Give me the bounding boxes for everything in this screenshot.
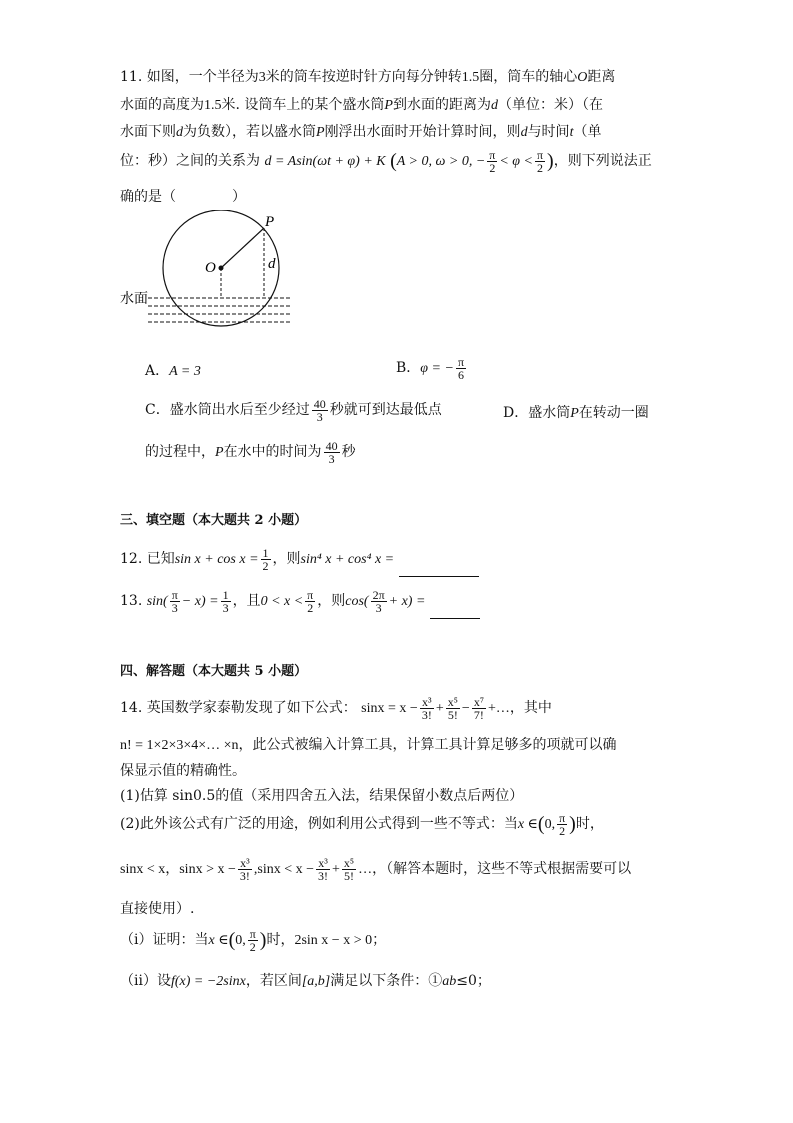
numerator: π xyxy=(457,354,464,369)
waterwheel-figure xyxy=(112,210,302,335)
answer-blank[interactable] xyxy=(399,562,479,577)
option-expr: φ = − xyxy=(420,361,454,376)
denominator: 3! xyxy=(318,868,329,883)
expr: 0 < x < xyxy=(260,594,304,609)
denominator: 3 xyxy=(171,600,178,615)
section-heading: 四、解答题（本大题共 5 小题） xyxy=(120,664,308,679)
inequality: sinx > x − xyxy=(179,862,236,877)
q14-part-i xyxy=(120,922,386,959)
text: ≤0； xyxy=(456,973,491,989)
var-P: P xyxy=(384,98,393,113)
text: 的过程中， xyxy=(145,444,215,460)
numerator: x³ xyxy=(316,857,330,870)
text: 距离 xyxy=(587,69,616,85)
denominator: 3 xyxy=(375,600,382,615)
question-number: 12. xyxy=(120,551,143,567)
text: 时， xyxy=(266,932,295,948)
ellipsis: +… xyxy=(488,701,510,716)
denominator: 3! xyxy=(421,707,432,722)
denominator: 3 xyxy=(222,600,229,615)
q11-line1 xyxy=(120,66,615,86)
text: ，则 xyxy=(317,593,346,609)
paren-right: ) xyxy=(259,929,267,951)
function-expr: f(x) = −2sinx xyxy=(170,974,246,989)
expr: 0, xyxy=(235,933,246,948)
q14-part2 xyxy=(120,806,604,843)
label-water: 水面 xyxy=(120,292,148,307)
speed-value: 1.5 xyxy=(461,70,480,85)
text: （ⅱ）设 xyxy=(120,973,171,989)
inequality: 2sin x − x > 0 xyxy=(294,933,373,948)
q11-line3 xyxy=(120,121,601,141)
option-c xyxy=(145,394,442,426)
numerator: x⁵ xyxy=(447,694,458,709)
text: （ⅰ）证明：当 xyxy=(120,932,209,948)
expr: x ∈ xyxy=(517,817,538,832)
denominator: 6 xyxy=(457,367,464,382)
denominator: 3! xyxy=(239,868,250,883)
radius-value: 3 xyxy=(258,70,266,85)
denominator: 5! xyxy=(344,868,355,883)
text: ，且 xyxy=(232,593,261,609)
fraction-pi-over-2 xyxy=(535,149,545,174)
question-number: 13. xyxy=(120,593,143,609)
plus: + xyxy=(435,701,444,716)
option-label: B． xyxy=(396,360,421,376)
text: 刚浮出水面时开始计算时间，则 xyxy=(324,124,521,140)
text: C．盛水筒出水后至少经过 xyxy=(145,402,310,418)
numerator: x⁷ xyxy=(473,694,484,709)
expr: sin( xyxy=(146,594,168,609)
var-P: P xyxy=(570,406,579,421)
expr: 0, xyxy=(544,817,556,832)
q13 xyxy=(120,584,480,619)
question-number: 14. xyxy=(120,700,143,716)
denominator: 2 xyxy=(537,160,544,175)
text: ，若区间 xyxy=(245,973,302,989)
var-P: P xyxy=(215,445,224,460)
text: 在水中的时间为 xyxy=(223,444,322,460)
height-value: 1.5 xyxy=(204,98,222,113)
denominator: 2 xyxy=(307,600,314,615)
text: 直接使用）. xyxy=(120,901,195,917)
fraction-x5-over-5fact xyxy=(342,857,356,882)
paren-left: ( xyxy=(390,150,397,172)
fraction-40-over-3 xyxy=(312,398,328,423)
text: 米的筒车按逆时针方向每分钟转 xyxy=(265,69,462,85)
text: D．盛水筒 xyxy=(503,405,571,421)
text: 如图，一个半径为 xyxy=(146,69,259,85)
var-d: d xyxy=(176,125,183,140)
phi-ineq: < φ < xyxy=(499,154,533,169)
fraction-pi-over-2 xyxy=(305,589,315,614)
fraction-pi-over-3 xyxy=(170,589,180,614)
q12 xyxy=(120,542,479,577)
option-b xyxy=(396,352,468,385)
text: 秒 xyxy=(341,444,356,460)
inequality: sinx < x xyxy=(120,862,166,877)
factorial-expr: n! = 1×2×3×4×… ×n xyxy=(120,738,239,753)
expr: ab xyxy=(442,974,457,989)
text: (2)此外该公式有广泛的用途，例如利用公式得到一些不等式：当 xyxy=(120,816,518,832)
text: 确的是（ ） xyxy=(120,189,246,205)
numerator: x⁵ xyxy=(343,855,355,870)
q14-part2-end xyxy=(120,898,194,918)
plus: + xyxy=(332,862,340,877)
text: ，则下列说法正 xyxy=(553,153,652,169)
numerator: 1 xyxy=(222,587,229,602)
denominator: 5! xyxy=(447,707,458,722)
var-O: O xyxy=(577,70,588,85)
denominator: 2 xyxy=(262,558,269,573)
option-a xyxy=(145,360,201,380)
interval: [a,b] xyxy=(301,974,331,989)
q14-inequalities xyxy=(120,851,631,888)
numerator: π xyxy=(249,926,256,941)
label-O: O xyxy=(205,260,216,276)
label-P: P xyxy=(265,214,275,230)
option-label: A． xyxy=(145,363,170,379)
text: 时， xyxy=(575,816,604,832)
fraction-1-over-2 xyxy=(261,547,271,572)
text: ，此公式被编入计算工具，计算工具计算足够多的项就可以确 xyxy=(238,737,617,753)
fraction-pi-over-2 xyxy=(487,149,497,174)
text: 水面下则 xyxy=(120,124,176,140)
text: 满足以下条件：① xyxy=(330,973,443,989)
denominator: 7! xyxy=(473,707,484,722)
formula: d = Asin(ωt + φ) + K xyxy=(264,154,386,169)
fraction-x5-over-5fact xyxy=(446,696,460,721)
numerator: x³ xyxy=(420,696,434,709)
numerator: 1 xyxy=(262,545,269,560)
fraction-pi-over-2 xyxy=(557,812,567,837)
text: 已知 xyxy=(146,551,175,567)
fraction-2pi-over-3 xyxy=(371,589,387,614)
text: 英国数学家泰勒发现了如下公式： xyxy=(146,700,357,716)
numerator: 40 xyxy=(325,438,338,453)
paren-left: ( xyxy=(537,813,545,835)
fraction-pi-over-6 xyxy=(456,356,466,381)
inequality: ,sinx < x − xyxy=(253,862,315,877)
fraction-x3-over-3fact xyxy=(316,857,330,882)
text: ， xyxy=(165,861,180,877)
text: （单位：米）（在 xyxy=(497,97,603,113)
fraction-40-over-3 xyxy=(324,440,340,465)
numerator: 40 xyxy=(313,396,326,411)
text: (1)估算 sin0.5的值（采用四舍五入法，结果保留小数点后两位） xyxy=(120,788,524,804)
paren-right: ) xyxy=(569,813,576,835)
var-d: d xyxy=(520,125,528,140)
text: 与时间 xyxy=(527,124,570,140)
q14-line1 xyxy=(120,690,552,727)
denominator: 2 xyxy=(489,160,496,175)
var-P: P xyxy=(316,125,325,140)
var-d: d xyxy=(490,98,498,113)
expr: cos( xyxy=(345,594,369,609)
option-d xyxy=(503,402,649,422)
text: ，其中 xyxy=(509,700,552,716)
text: ，则 xyxy=(272,551,301,567)
numerator: x³ xyxy=(238,857,252,870)
text: 米. 设筒车上的某个盛水筒 xyxy=(221,97,385,113)
numerator: π xyxy=(559,810,566,825)
numerator: π xyxy=(536,147,544,162)
option-expr: A = 3 xyxy=(169,364,201,379)
answer-blank[interactable] xyxy=(430,604,480,619)
q11-line4 xyxy=(120,143,652,179)
q14-part1 xyxy=(120,785,523,805)
denominator: 2 xyxy=(249,939,256,954)
fraction-x7-over-7fact xyxy=(472,696,486,721)
q14-part-ii xyxy=(120,970,491,990)
fraction-x3-over-3fact xyxy=(420,696,434,721)
text: 到水面的距离为 xyxy=(392,97,491,113)
fraction-pi-over-2 xyxy=(248,928,258,953)
paren-right: ) xyxy=(547,150,554,172)
taylor-expr: sinx = x − xyxy=(361,701,418,716)
text: 水面的高度为 xyxy=(120,97,204,113)
section-heading: 三、填空题（本大题共 2 小题） xyxy=(120,513,308,528)
text: 圈，筒车的轴心 xyxy=(479,69,578,85)
minus: − xyxy=(461,701,470,716)
paren-left: ( xyxy=(228,929,236,951)
numerator: 2π xyxy=(372,587,385,602)
text: （单 xyxy=(573,124,602,140)
expr: sin x + cos x = xyxy=(174,552,259,567)
expr: sin⁴ x + cos⁴ x = xyxy=(300,552,395,567)
fraction-1-over-3 xyxy=(221,589,231,614)
var-t: t xyxy=(569,125,574,140)
text: 保显示值的精确性。 xyxy=(120,763,246,779)
q11-line2 xyxy=(120,94,603,114)
denominator: 3 xyxy=(316,409,323,424)
denominator: 2 xyxy=(559,823,566,838)
q11-line5 xyxy=(120,186,246,206)
q14-line3 xyxy=(120,760,246,780)
text: ； xyxy=(372,932,387,948)
option-d-cont xyxy=(145,436,356,469)
expr: + x) = xyxy=(388,594,426,609)
fraction-x3-over-3fact xyxy=(238,857,252,882)
text: 秒就可到达最低点 xyxy=(329,402,442,418)
expr: − x) = xyxy=(181,594,219,609)
text: 位：秒）之间的关系为 xyxy=(120,153,260,169)
text: 为负数），若以盛水筒 xyxy=(183,124,316,140)
condition: A > 0, ω > 0, − xyxy=(396,154,486,169)
expr: x ∈ xyxy=(208,933,229,948)
label-d: d xyxy=(268,256,276,272)
text: 在转动一圈 xyxy=(578,405,649,421)
radius-line xyxy=(221,228,264,268)
question-number: 11. xyxy=(120,69,143,85)
ellipsis: … xyxy=(358,862,373,877)
denominator: 3 xyxy=(328,451,335,466)
numerator: π xyxy=(489,147,496,162)
q14-line2 xyxy=(120,734,617,754)
text: ，（解答本题时，这些不等式根据需要可以 xyxy=(372,861,632,877)
numerator: π xyxy=(307,587,314,602)
numerator: π xyxy=(171,587,178,602)
